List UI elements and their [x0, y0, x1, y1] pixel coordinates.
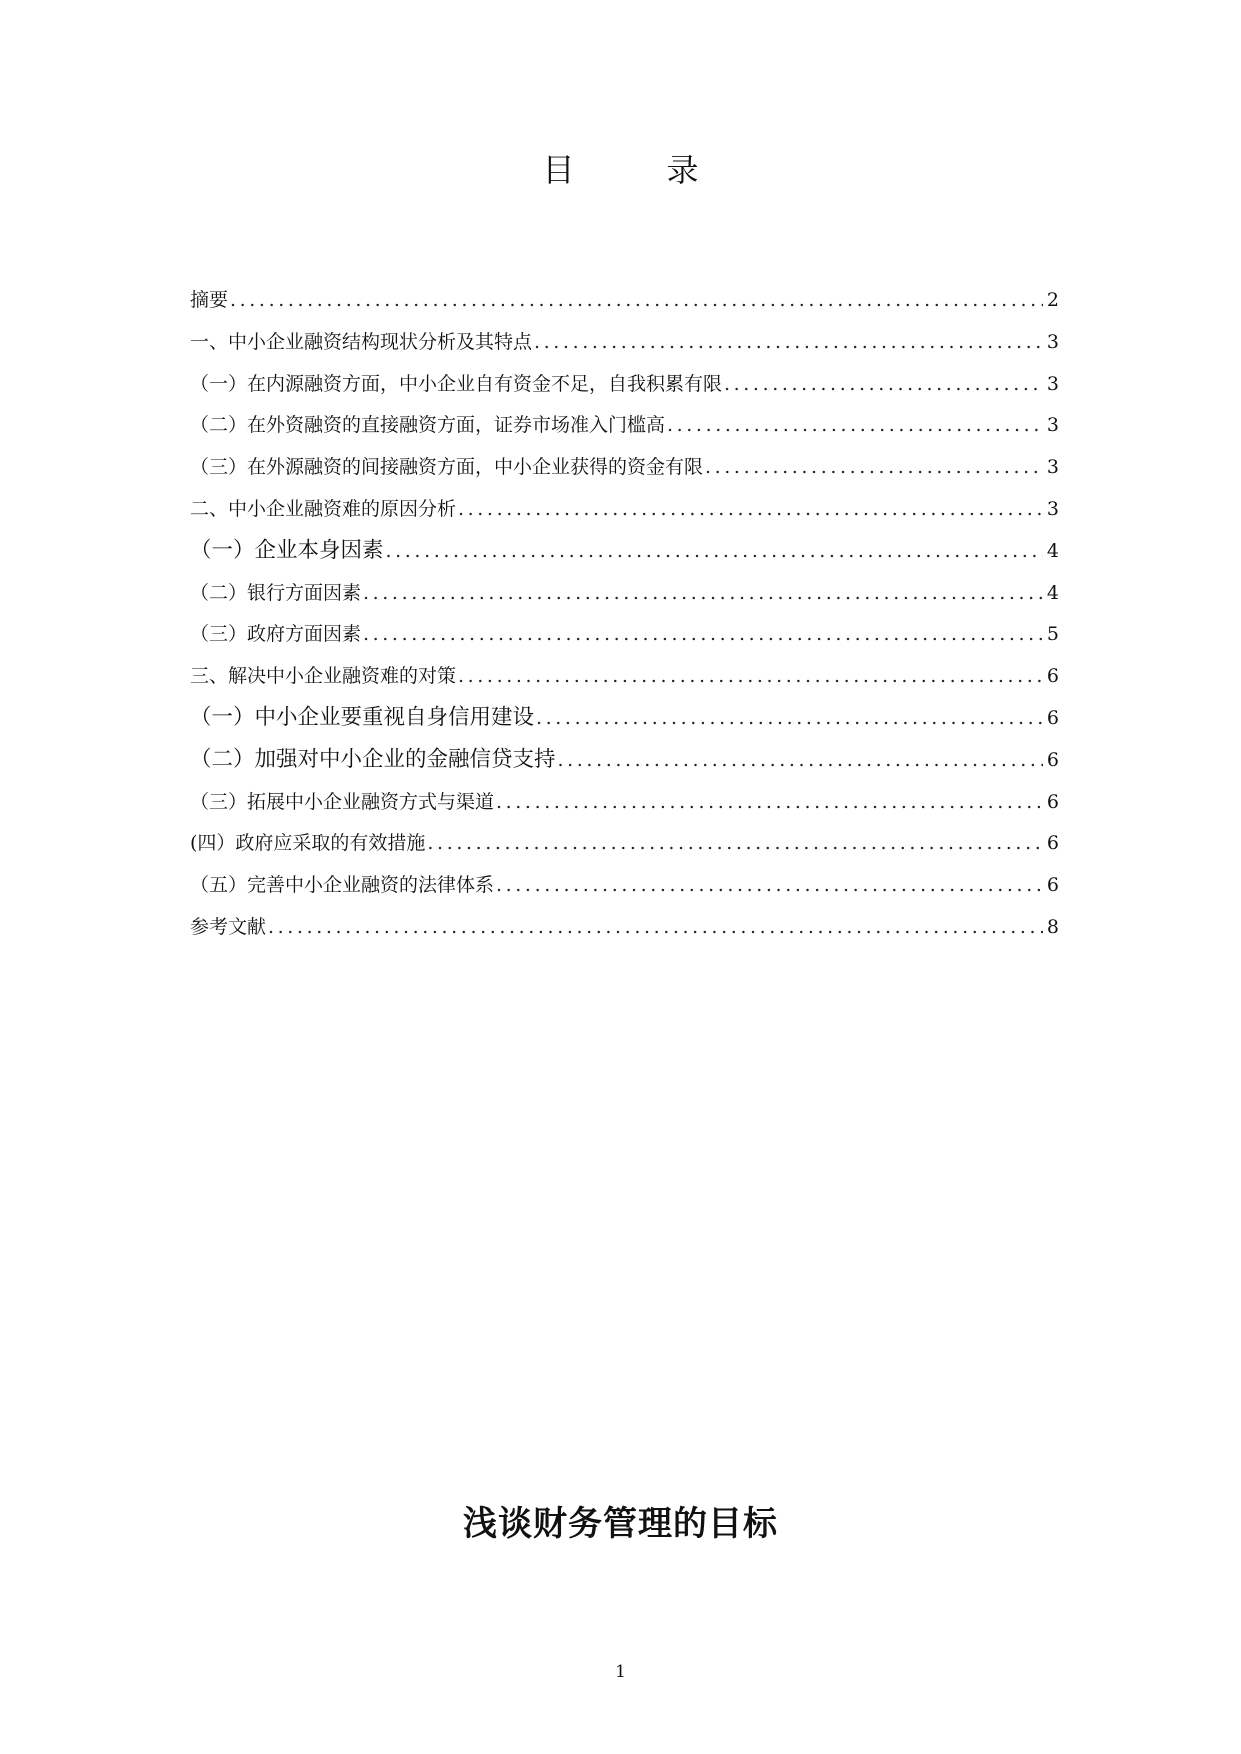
toc-entry-label: （一）中小企业要重视自身信用建设: [190, 704, 535, 730]
toc-dot-leader: [496, 789, 1043, 815]
toc-dot-leader: [386, 538, 1043, 564]
toc-entry[interactable]: [190, 538, 1059, 580]
toc-entry[interactable]: [190, 496, 1059, 538]
toc-dot-leader: [496, 872, 1043, 898]
toc-entry[interactable]: [190, 621, 1059, 663]
toc-dot-leader: [458, 663, 1043, 689]
toc-dot-leader: [230, 287, 1043, 313]
toc-entry-label: 三、解决中小企业融资难的对策: [190, 665, 457, 688]
table-of-contents: [190, 287, 1059, 956]
toc-dot-leader: [667, 412, 1043, 438]
toc-dot-leader: [458, 496, 1043, 522]
toc-entry[interactable]: [190, 287, 1059, 329]
toc-entry[interactable]: [190, 454, 1059, 496]
toc-entry[interactable]: [190, 412, 1059, 454]
toc-entry-page-number: 6: [1046, 790, 1059, 813]
toc-entry-page-number: 3: [1046, 330, 1059, 353]
toc-entry[interactable]: [190, 329, 1059, 371]
toc-dot-leader: [558, 747, 1043, 773]
toc-entry-label: （三）拓展中小企业融资方式与渠道: [190, 790, 495, 813]
page-number: 1: [615, 1662, 626, 1682]
toc-entry[interactable]: [190, 705, 1059, 747]
toc-entry-page-number: 3: [1046, 372, 1059, 395]
toc-entry-page-number: 4: [1046, 581, 1059, 604]
toc-entry[interactable]: [190, 663, 1059, 705]
toc-entry-page-number: 6: [1046, 874, 1059, 897]
toc-entry-label: （三）在外源融资的间接融资方面，中小企业获得的资金有限: [190, 456, 704, 479]
toc-entry-label: 参考文献: [190, 915, 267, 938]
toc-entry-label: （一）在内源融资方面，中小企业自有资金不足，自我积累有限: [190, 372, 723, 395]
toc-entry-page-number: 3: [1046, 497, 1059, 520]
toc-title: 目 录: [542, 151, 729, 189]
toc-entry[interactable]: [190, 914, 1059, 956]
toc-entry-label: 二、中小企业融资难的原因分析: [190, 497, 457, 520]
toc-entry-label: (四）政府应采取的有效措施: [190, 832, 426, 855]
toc-entry[interactable]: [190, 580, 1059, 622]
toc-entry-page-number: 4: [1046, 539, 1059, 562]
toc-entry-page-number: 3: [1046, 456, 1059, 479]
toc-entry[interactable]: [190, 830, 1059, 872]
toc-entry-label: （二）加强对中小企业的金融信贷支持: [190, 746, 556, 772]
toc-dot-leader: [427, 830, 1043, 856]
toc-entry-page-number: 8: [1046, 915, 1059, 938]
toc-entry[interactable]: [190, 747, 1059, 789]
toc-entry-page-number: 6: [1046, 748, 1059, 771]
toc-dot-leader: [363, 621, 1043, 647]
document-title: 浅谈财务管理的目标: [463, 1504, 778, 1544]
toc-entry-label: （二）在外资融资的直接融资方面，证券市场准入门槛高: [190, 414, 666, 437]
toc-entry-page-number: 2: [1046, 289, 1059, 311]
toc-dot-leader: [705, 454, 1043, 480]
toc-dot-leader: [268, 914, 1043, 940]
toc-entry-label: 一、中小企业融资结构现状分析及其特点: [190, 330, 533, 353]
toc-entry-page-number: 6: [1046, 665, 1059, 688]
toc-entry-label: （三）政府方面因素: [190, 623, 362, 646]
toc-entry-page-number: 6: [1046, 706, 1059, 729]
toc-entry[interactable]: [190, 371, 1059, 413]
toc-entry-label: （五）完善中小企业融资的法律体系: [190, 874, 495, 897]
toc-dot-leader: [536, 705, 1043, 731]
toc-dot-leader: [363, 580, 1043, 606]
toc-dot-leader: [724, 371, 1043, 397]
toc-entry[interactable]: [190, 789, 1059, 831]
toc-entry-label: 摘要: [190, 289, 229, 311]
toc-entry[interactable]: [190, 872, 1059, 914]
toc-dot-leader: [534, 329, 1043, 355]
toc-entry-page-number: 6: [1046, 832, 1059, 855]
toc-entry-page-number: 3: [1046, 414, 1059, 437]
toc-entry-label: （二）银行方面因素: [190, 581, 362, 604]
toc-entry-label: （一）企业本身因素: [190, 537, 384, 563]
toc-entry-page-number: 5: [1046, 623, 1059, 646]
